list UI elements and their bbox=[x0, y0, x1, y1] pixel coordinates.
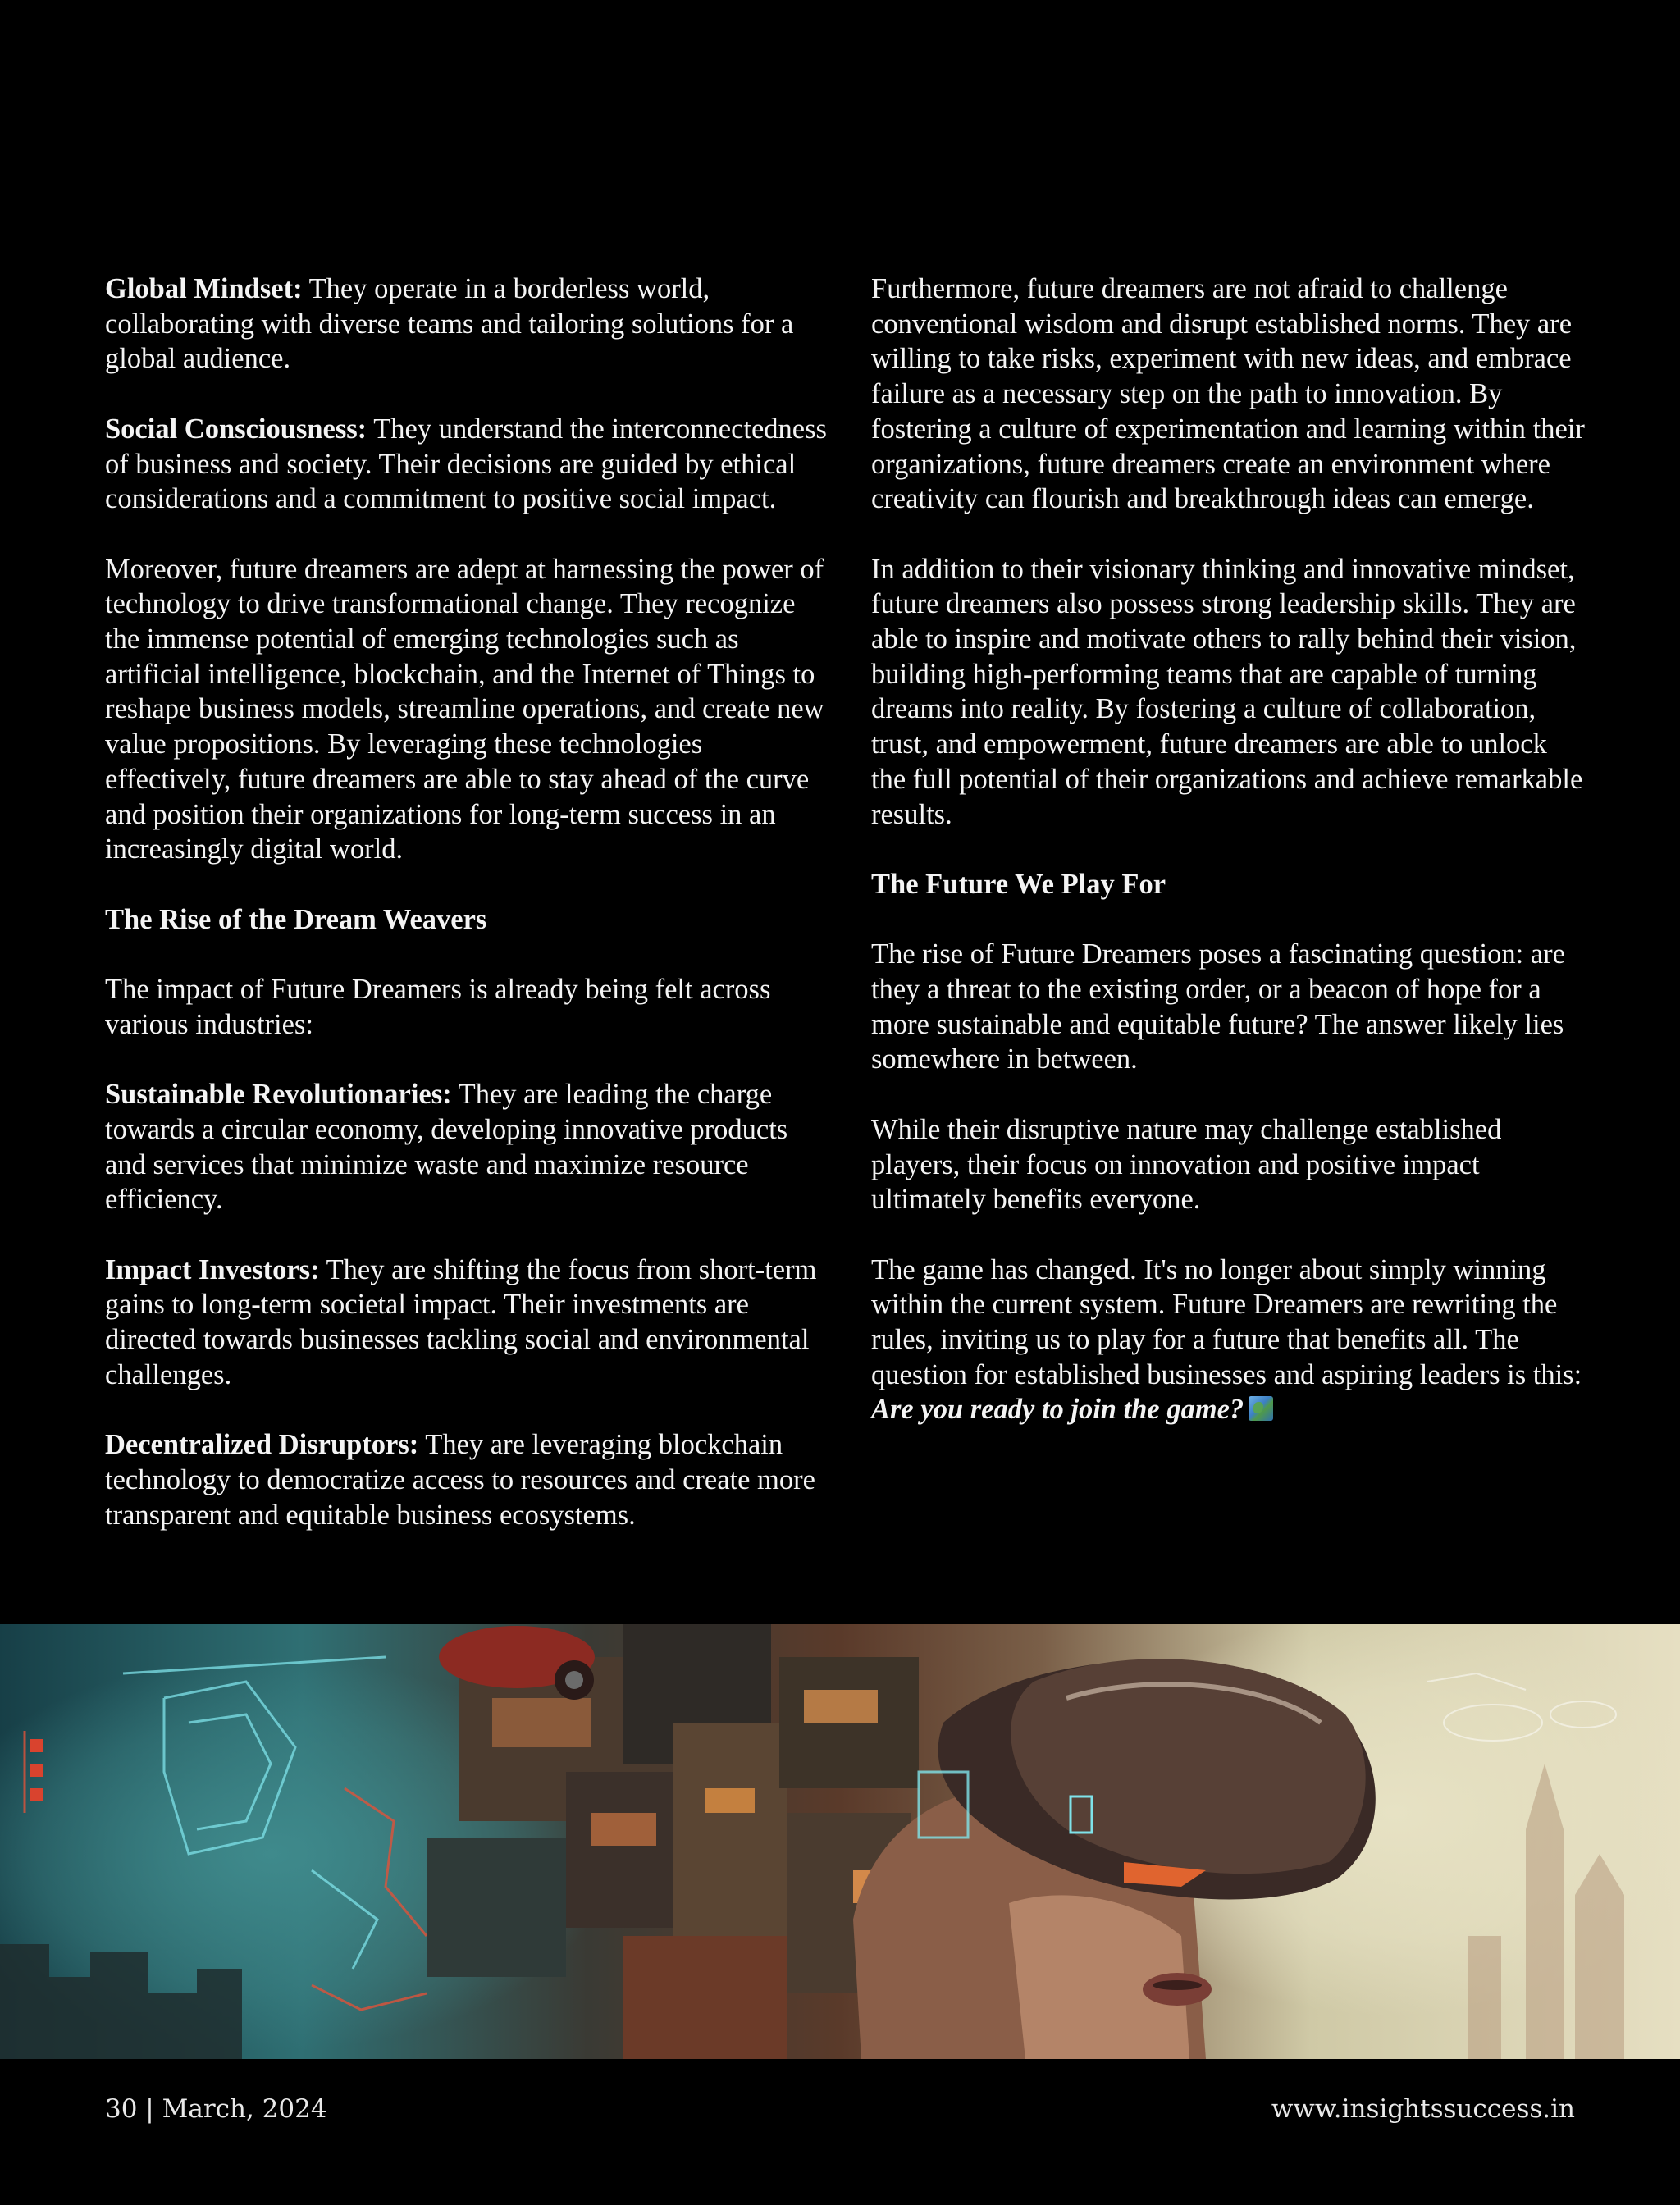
social-consciousness-text: They understand the interconnectedness of business and society. Their decisions are guided by ethical considerations and a commitment to positive social impact. bbox=[105, 413, 827, 515]
central-city-cluster-shape bbox=[427, 1624, 919, 2059]
impact-investors-text: They are shifting the focus from short-term gains to long-term societal impact. Their investments are directed towards businesses tackling social and environmental challenges. bbox=[105, 1253, 817, 1390]
game-changed-paragraph bbox=[871, 1253, 1596, 1428]
rise-question-paragraph: The rise of Future Dreamers poses a fascinating question: are they a threat to the existing order, or a beacon of hope for a more sustainable and equitable future? The answer likely lies somewhere in between. bbox=[871, 938, 1565, 1075]
footer-website-link[interactable]: www.insightssuccess.in bbox=[1271, 2094, 1575, 2124]
vr-headset-cityscape-illustration bbox=[0, 1624, 1680, 2059]
heading-future-we-play-for: The Future We Play For bbox=[871, 868, 1166, 900]
hologram-lines-shape bbox=[123, 1657, 386, 1969]
social-consciousness-label: Social Consciousness: bbox=[105, 413, 368, 445]
left-ui-blocks-shape bbox=[30, 1739, 43, 1801]
social-consciousness-paragraph bbox=[105, 412, 827, 517]
distant-towers-shape bbox=[1468, 1764, 1624, 2059]
footer-page-info: 30 | March, 2024 bbox=[105, 2094, 327, 2124]
cta-question: Are you ready to join the game? bbox=[871, 1394, 1244, 1426]
addition-paragraph: In addition to their visionary thinking and innovative mindset, future dreamers also possess strong leadership skills. They are able to inspire and motivate others to rally behind their vision, building high-performing teams that are capable of turning dreams into reality. By fostering a culture of collaboration, trust, and empowerment, future dreamers are able to unlock the full potential of their organizations and achieve remarkable results. bbox=[871, 553, 1583, 830]
decentralized-text: They are leveraging blockchain technology to democratize access to resources and create more transparent and equitable business ecosystems. bbox=[105, 1429, 815, 1531]
sustainable-label: Sustainable Revolutionaries: bbox=[105, 1079, 452, 1111]
banner-artwork bbox=[0, 1624, 1680, 2059]
right-column bbox=[871, 272, 1596, 1463]
game-changed-text: The game has changed. It's no longer about simply winning within the current system. Future Dreamers are rewriting the rules, inviting us to play for a future that benefits all. The question for established businesses and aspiring leaders is this: bbox=[871, 1253, 1596, 1390]
red-circuit-lines-shape bbox=[25, 1731, 427, 2010]
left-column bbox=[105, 272, 827, 1568]
heading-rise-of-dream-weavers: The Rise of the Dream Weavers bbox=[105, 903, 487, 935]
disruptive-paragraph: While their disruptive nature may challenge established players, their focus on innovation and positive impact ultimately benefits everyone. bbox=[871, 1113, 1502, 1216]
decentralized-label: Decentralized Disruptors: bbox=[105, 1429, 419, 1461]
moreover-paragraph: Moreover, future dreamers are adept at harnessing the power of technology to drive transformational change. They recognize the immense potential of emerging technologies such as artificial intelligence, blockchain, and the Internet of Things to reshape business models, streamline operations, and create new value propositions. By leveraging these technologies effectively, future dreamers are able to stay ahead of the curve and position their organizations for long-term success in an increasingly digital world. bbox=[105, 553, 824, 865]
right-hologram-outlines-shape bbox=[1427, 1673, 1616, 1741]
global-mindset-paragraph bbox=[105, 272, 827, 377]
sustainable-revolutionaries-paragraph bbox=[105, 1077, 827, 1217]
impact-investors-label: Impact Investors: bbox=[105, 1253, 320, 1285]
global-mindset-text: They operate in a borderless world, collaborating with diverse teams and tailoring solutions for a global audience. bbox=[105, 273, 794, 375]
decentralized-disruptors-paragraph bbox=[105, 1427, 827, 1532]
globe-emoji-icon bbox=[1249, 1396, 1273, 1421]
global-mindset-label: Global Mindset: bbox=[105, 273, 303, 304]
sustainable-text: They are leading the charge towards a circular economy, developing innovative products and services that minimize waste and maximize resource efficiency. bbox=[105, 1079, 788, 1216]
left-city-silhouette-shape bbox=[0, 1944, 242, 2059]
impact-investors-paragraph bbox=[105, 1253, 827, 1393]
impact-intro-paragraph: The impact of Future Dreamers is already being felt across various industries: bbox=[105, 974, 771, 1040]
furthermore-paragraph: Furthermore, future dreamers are not afraid to challenge conventional wisdom and disrupt established norms. They are willing to take risks, experiment with new ideas, and embrace failure as a necessary step on the path to innovation. By fostering a culture of experimentation and learning within their organizations, future dreamers create an environment where creativity can flourish and breakthrough ideas can emerge. bbox=[871, 273, 1585, 515]
